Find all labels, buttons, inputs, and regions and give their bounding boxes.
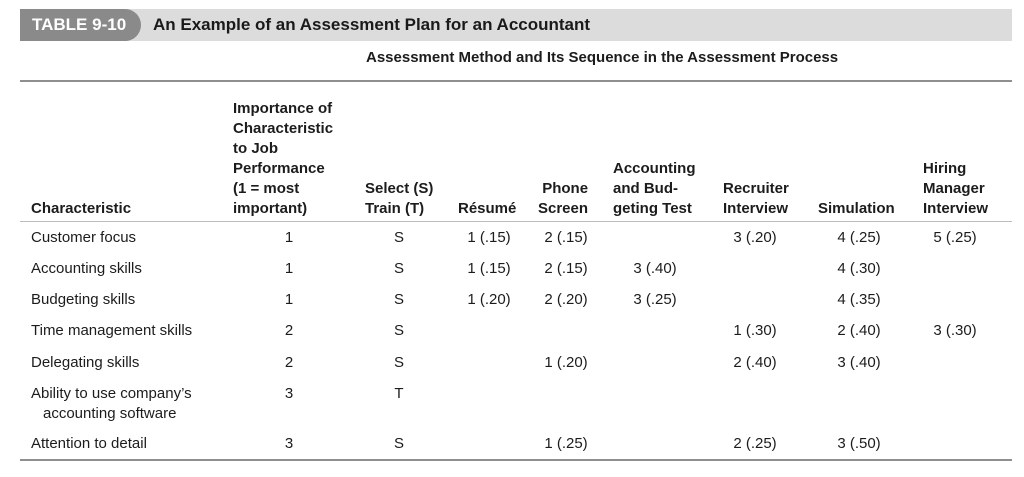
col-header-hiring-manager — [923, 159, 988, 219]
col-header-characteristic — [31, 199, 131, 219]
col-header-line: Hiring — [923, 160, 967, 177]
col-header-line: Train (T) — [365, 200, 425, 217]
col-header-line: Phone — [542, 180, 589, 197]
col-header-line: (1 = most — [233, 180, 300, 197]
col-header-line: Characteristic — [233, 120, 334, 137]
table-title-bar — [20, 9, 1012, 41]
col-header-line: Simulation — [818, 200, 895, 217]
cell-characteristic: Delegating skills — [31, 354, 140, 371]
cell-characteristic-line: accounting software — [43, 405, 177, 422]
col-header-line: Characteristic — [31, 200, 132, 217]
group-header: Assessment Method and Its Sequence in the Assessment Process — [366, 49, 839, 66]
cell-recruiter-interview: 2 (.40) — [733, 354, 777, 371]
col-header-phone-screen — [538, 179, 588, 219]
cell-importance: 1 — [284, 291, 294, 308]
cell-recruiter-interview: 1 (.30) — [733, 322, 777, 339]
cell-phone-screen: 1 (.25) — [544, 435, 588, 452]
table-title: An Example of an Assessment Plan for an Accountant — [153, 15, 591, 34]
cell-hiring-manager: 5 (.25) — [933, 229, 977, 246]
col-header-line: Recruiter — [723, 180, 789, 197]
col-header-recruiter-interview — [723, 179, 789, 219]
col-header-line: and Bud- — [613, 180, 678, 197]
col-header-line: Interview — [723, 200, 789, 217]
header-top-rule — [20, 80, 1012, 82]
header-bottom-rule — [20, 221, 1012, 222]
col-header-simulation — [818, 199, 895, 219]
cell-simulation: 2 (.40) — [837, 322, 881, 339]
cell-accounting-test: 3 (.25) — [633, 291, 677, 308]
cell-characteristic: Customer focus — [31, 229, 137, 246]
cell-importance: 1 — [284, 229, 294, 246]
cell-select-train: T — [394, 385, 404, 402]
col-header-line: Accounting — [613, 160, 696, 177]
col-header-line: geting Test — [613, 200, 692, 217]
cell-phone-screen: 2 (.20) — [544, 291, 588, 308]
table-bottom-rule — [20, 459, 1012, 461]
cell-simulation: 4 (.30) — [837, 260, 881, 277]
cell-phone-screen: 2 (.15) — [544, 229, 588, 246]
col-header-resume — [458, 199, 516, 219]
cell-importance: 3 — [284, 385, 294, 402]
cell-characteristic: Time management skills — [31, 322, 193, 339]
col-header-line: Interview — [923, 200, 989, 217]
col-header-importance — [233, 99, 333, 219]
cell-simulation: 4 (.25) — [837, 229, 881, 246]
cell-phone-screen: 1 (.20) — [544, 354, 588, 371]
col-header-line: Screen — [538, 200, 589, 217]
col-header-line: Manager — [923, 180, 985, 197]
col-header-line: Importance of — [233, 100, 333, 117]
cell-select-train: S — [393, 435, 405, 452]
cell-importance: 2 — [284, 354, 294, 371]
col-header-line: important) — [233, 200, 308, 217]
cell-resume: 1 (.20) — [467, 291, 511, 308]
col-header-line: Select (S) — [365, 180, 434, 197]
table-number-badge: TABLE 9-10 — [20, 9, 141, 41]
col-header-line: to Job — [233, 140, 278, 157]
cell-phone-screen: 2 (.15) — [544, 260, 588, 277]
cell-select-train: S — [393, 260, 405, 277]
cell-select-train: S — [393, 354, 405, 371]
col-header-line: Performance — [233, 160, 325, 177]
cell-hiring-manager: 3 (.30) — [933, 322, 977, 339]
cell-importance: 2 — [284, 322, 294, 339]
col-header-select-train — [365, 179, 433, 219]
cell-characteristic — [31, 384, 231, 424]
cell-select-train: S — [393, 291, 405, 308]
cell-characteristic-line: Ability to use company’s — [31, 385, 192, 402]
cell-select-train: S — [393, 322, 405, 339]
cell-select-train: S — [393, 229, 405, 246]
cell-accounting-test: 3 (.40) — [633, 260, 677, 277]
cell-importance: 3 — [284, 435, 294, 452]
cell-simulation: 3 (.50) — [837, 435, 881, 452]
col-header-line: Résumé — [458, 200, 517, 217]
cell-simulation: 3 (.40) — [837, 354, 881, 371]
col-header-accounting-test — [613, 159, 696, 219]
cell-characteristic: Budgeting skills — [31, 291, 136, 308]
cell-characteristic: Accounting skills — [31, 260, 142, 277]
cell-importance: 1 — [284, 260, 294, 277]
cell-characteristic: Attention to detail — [31, 435, 147, 452]
cell-resume: 1 (.15) — [467, 229, 511, 246]
cell-simulation: 4 (.35) — [837, 291, 881, 308]
cell-recruiter-interview: 3 (.20) — [733, 229, 777, 246]
cell-recruiter-interview: 2 (.25) — [733, 435, 777, 452]
cell-resume: 1 (.15) — [467, 260, 511, 277]
